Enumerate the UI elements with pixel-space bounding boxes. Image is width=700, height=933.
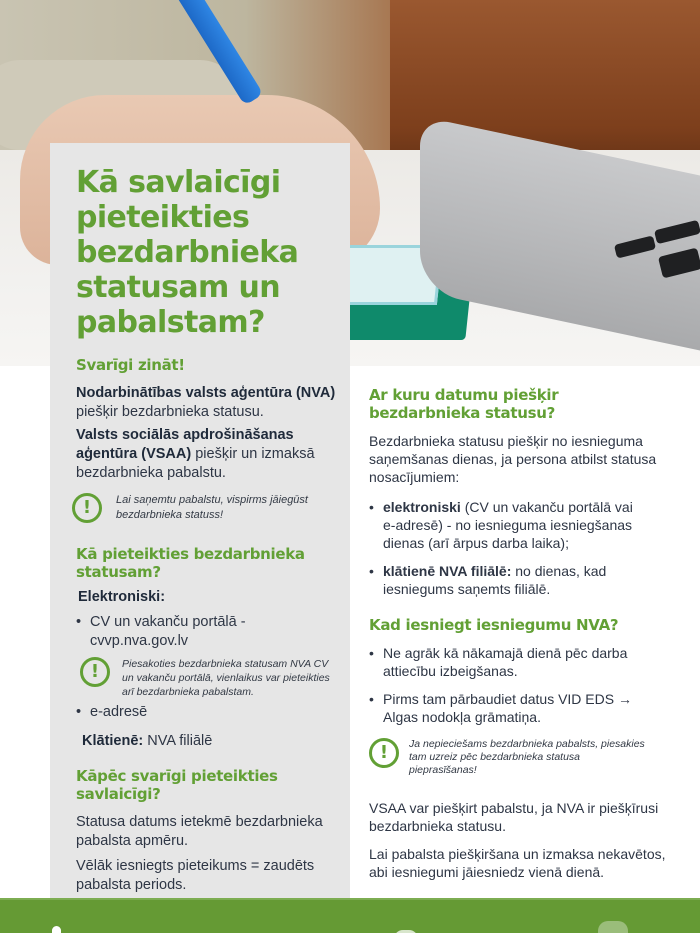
in-person-value: NVA filiālē	[143, 733, 213, 749]
list-item	[369, 562, 649, 598]
list-item: • Ne agrāk kā nākamajā dienā pēc darba attiecību izbeigšanas.	[369, 644, 649, 680]
when-list	[369, 644, 681, 726]
list-item: • e-adresē	[76, 703, 338, 722]
page-title: Kā savlaicīgi pieteikties bezdarbnieka statusam un pabalstam?	[76, 165, 299, 340]
section-how-to-apply	[76, 545, 338, 751]
in-person-line	[82, 732, 338, 751]
section-closing	[369, 799, 681, 881]
paragraph-text: piešķir un izmaksā bezdarbnieka pabalstu.	[76, 446, 315, 481]
note-text: Piesakoties bezdarbnieka statusam NVA CV un vakanču portālā, vienlaikus var pieteikties arī bezdarbnieka pabalstam.	[122, 658, 330, 698]
agency-name: Nodarbinātības valsts aģentūra (NVA)	[76, 385, 336, 401]
exclamation-circle-icon: !	[72, 493, 102, 523]
exclamation-circle-icon: !	[369, 738, 399, 768]
section-when-to-submit	[369, 616, 681, 777]
status-date-list	[369, 498, 681, 598]
agency-name: Valsts sociālās apdrošināšanas aģentūra (VSAA)	[76, 427, 294, 462]
section-heading: Ar kuru datumu piešķir bezdarbnieka statusu?	[369, 386, 559, 422]
section-heading: Kāpēc svarīgi pieteikties savlaicīgi?	[76, 767, 278, 803]
method-electronic: elektroniski	[383, 499, 461, 515]
list-item-text: (CV un vakanču portālā vai e-adresē) - no iesnieguma iesniegšanas dienas (arī ārpus darba laika);	[383, 499, 633, 551]
paragraph: Vēlāk iesniegts pieteikums = zaudēts pabalsta periods.	[76, 858, 315, 893]
paragraph: Statusa datums ietekmē bezdarbnieka pabalsta apmēru.	[76, 814, 323, 849]
section-heading: Kad iesniegt iesniegumu NVA?	[369, 616, 619, 634]
label-electronic: Elektroniski:	[78, 589, 166, 605]
note-callout	[369, 738, 681, 777]
paragraph: Bezdarbnieka statusu piešķir no iesnieguma saņemšanas dienas, ja persona atbilst statusa nosacījumiem:	[369, 433, 657, 485]
section-important	[76, 356, 338, 523]
right-column	[369, 386, 681, 881]
electronic-list	[76, 613, 338, 651]
info-card	[50, 143, 350, 898]
nva-logo-icon	[52, 926, 61, 933]
coat-of-arms-icon	[598, 921, 628, 933]
method-in-person: klātienē NVA filiālē:	[383, 563, 512, 579]
paragraph	[76, 426, 338, 483]
paragraph-text: piešķir bezdarbnieka statusu.	[76, 404, 264, 420]
label-in-person: Klātienē:	[82, 733, 144, 749]
list-item	[369, 498, 649, 552]
section-heading: Kā pieteikties bezdarbnieka statusam?	[76, 545, 305, 581]
list-item: • CV un vakanču portālā - cvvp.nva.gov.lv	[76, 613, 276, 651]
footer-bar	[0, 898, 700, 933]
section-why-timely	[76, 767, 338, 895]
paragraph: VSAA var piešķirt pabalstu, ja NVA ir piešķīrusi bezdarbnieka statusu.	[369, 800, 659, 834]
section-heading: Svarīgi zināt!	[76, 356, 185, 374]
electronic-list	[76, 703, 338, 722]
paragraph: Lai pabalsta piešķiršana un izmaksa nekavētos, abi iesniegumi jāiesniedz vienā dienā.	[369, 846, 666, 880]
exclamation-circle-icon: !	[80, 657, 110, 687]
list-item: • Pirms tam pārbaudiet datus VID EDS → Algas nodokļa grāmatiņa.	[369, 690, 649, 726]
list-item-text: no dienas, kad iesniegums saņemts filiālē.	[383, 563, 607, 597]
note-callout	[80, 657, 338, 699]
note-callout	[72, 493, 338, 523]
section-status-date	[369, 386, 681, 598]
paragraph	[76, 384, 338, 422]
note-text: Ja nepieciešams bezdarbnieka pabalsts, piesakies tam uzreiz pēc bezdarbnieka statusa pieprasīšanas!	[409, 738, 645, 776]
note-text: Lai saņemtu pabalstu, vispirms jāiegūst bezdarbnieka statuss!	[116, 494, 308, 521]
